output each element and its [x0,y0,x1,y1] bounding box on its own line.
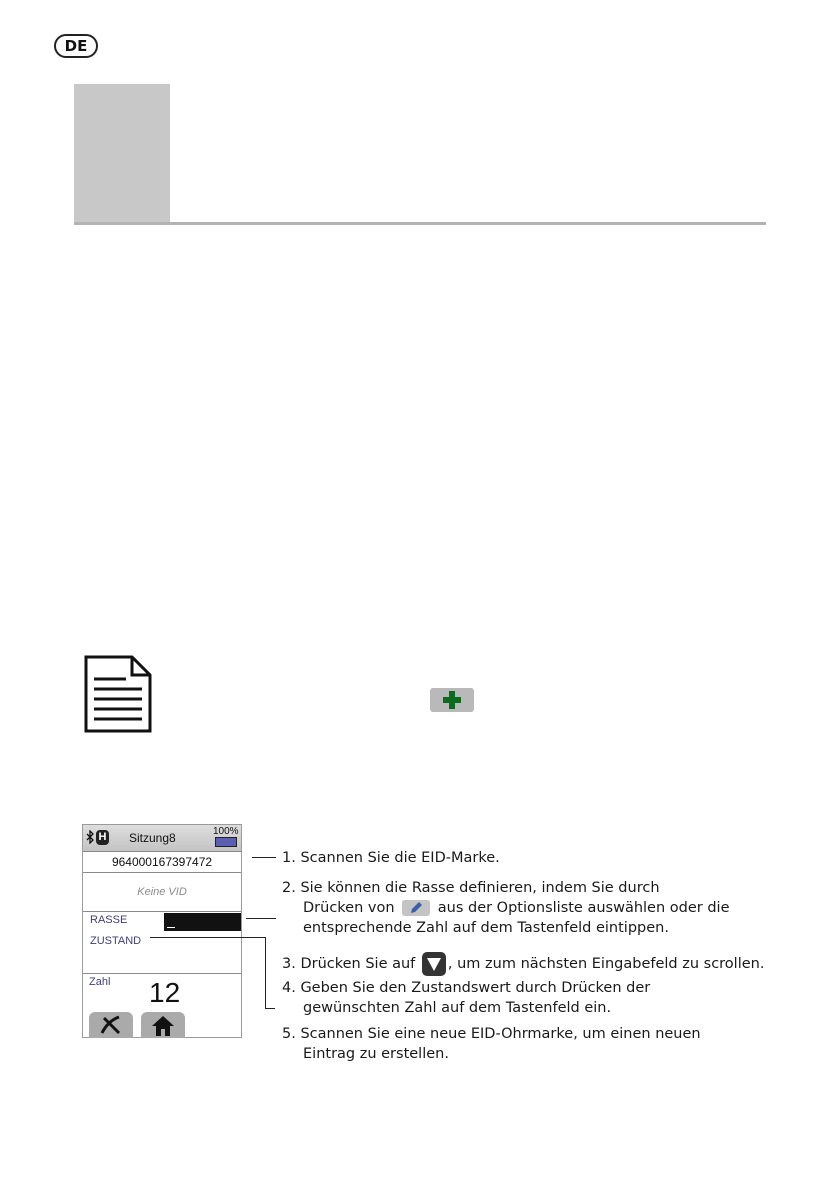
cancel-icon [99,1015,123,1035]
battery-percent: 100% [213,826,239,837]
input-cursor [167,927,175,928]
eid-number: 964000167397472 [83,852,241,873]
step-5-line-2: Eintrag zu erstellen. [303,1046,449,1062]
step-3 [282,952,764,976]
step-4-line-1: 4. Geben Sie den Zustandswert durch Drücken der [282,980,651,996]
rasse-label: RASSE [90,914,128,926]
leader-line-1 [252,857,276,858]
step-2-line-1: 2. Sie können die Rasse definieren, indem Sie durch [282,880,660,896]
vid-field[interactable]: Keine VID [83,873,241,912]
step-2-line-3: entsprechende Zahl auf dem Tastenfeld eintippen. [303,920,669,936]
step-2-text-after: aus der Optionsliste auswählen oder die [437,900,730,916]
home-button[interactable] [141,1012,185,1038]
device-screen [82,824,242,1038]
leader-line-2 [246,918,276,919]
battery-icon [215,837,237,847]
leader-line-4c [265,1008,275,1009]
chapter-number-box [74,84,170,224]
document-note-icon [84,655,152,737]
count-value: 12 [149,977,181,1008]
zustand-label: ZUSTAND [90,935,142,947]
step-2-line-2 [303,898,730,918]
plus-icon [442,690,462,710]
step-2-text-before: Drücken von [303,900,395,916]
rasse-input[interactable] [164,913,241,931]
step-3-text-after: , um zum nächsten Eingabefeld zu scrollen. [447,956,765,972]
step-5-line-1: 5. Scannen Sie eine neue EID-Ohrmarke, um einen neuen [282,1026,701,1042]
herd-icon: H [96,830,109,845]
divider [83,973,241,974]
home-icon [151,1015,175,1037]
language-badge: DE [54,34,98,58]
session-title: Sitzung8 [129,831,176,845]
bluetooth-icon [86,830,94,847]
step-3-text-before: 3. Drücken Sie auf [282,956,416,972]
status-bar [83,825,241,852]
header-divider [74,222,766,225]
count-label: Zahl [89,976,111,988]
down-arrow-icon [422,952,446,976]
step-4-line-2: gewünschten Zahl auf dem Tastenfeld ein. [303,1000,612,1016]
leader-line-4b [265,937,266,1009]
leader-line-4a [150,937,266,938]
add-button[interactable] [430,688,474,712]
pencil-icon [402,900,430,916]
cancel-button[interactable] [89,1012,133,1038]
step-1: 1. Scannen Sie die EID-Marke. [282,850,500,866]
